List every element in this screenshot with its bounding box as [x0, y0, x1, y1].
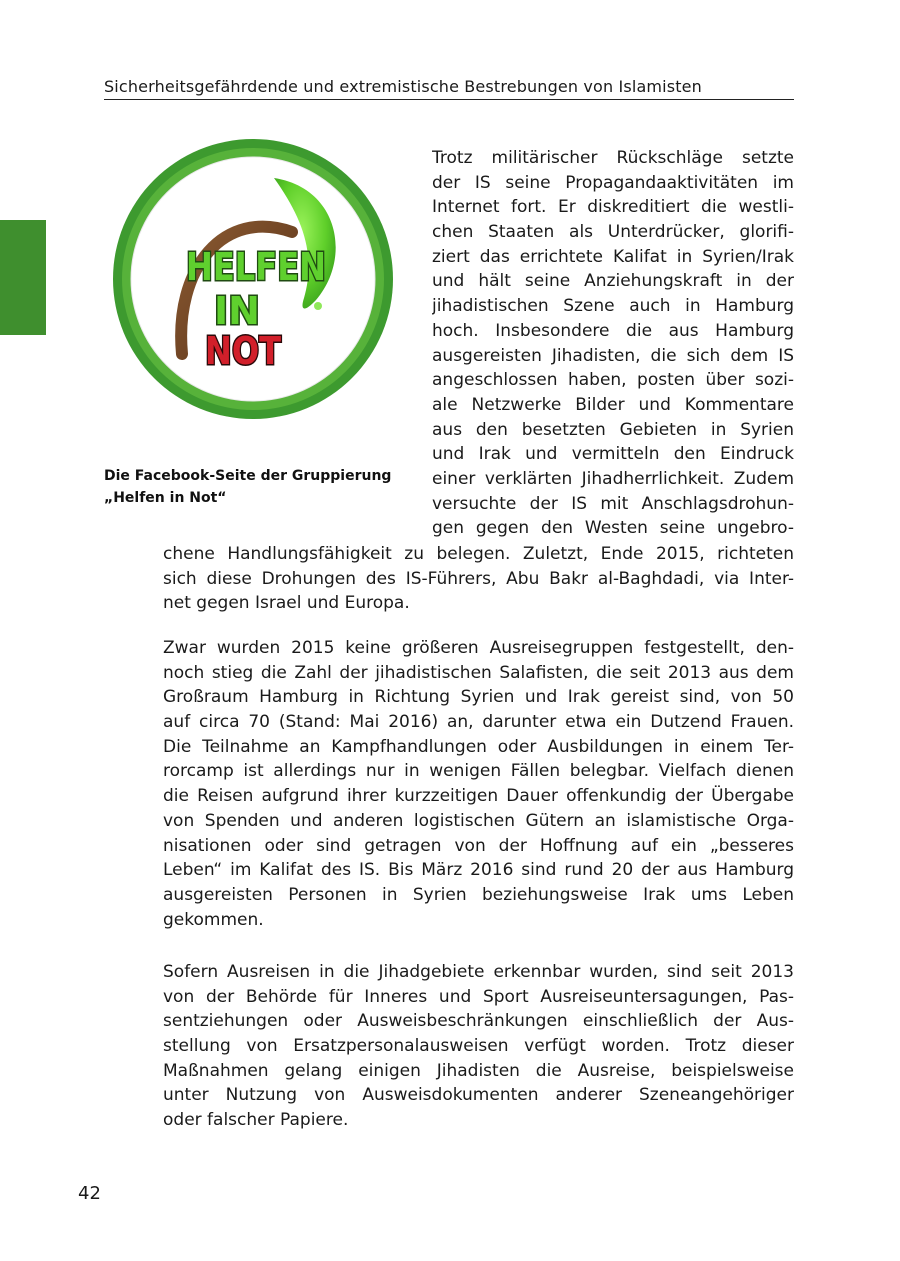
text-line: sich diese Drohungen des IS-Führers, Abu Bakr al-Baghdadi, via Inter- [163, 568, 794, 589]
text-line: angeschlossen haben, posten über sozi- [432, 370, 794, 391]
text-line: auf circa 70 (Stand: Mai 2016) an, darunter etwa ein Dutzend Frauen. [163, 712, 794, 733]
page-number: 42 [78, 1183, 101, 1204]
running-header: Sicherheitsgefährdende und extremistische Bestrebungen von Islamisten [104, 77, 702, 96]
chapter-tab-marker [0, 220, 46, 335]
text-line: net gegen Israel und Europa. [163, 593, 410, 614]
helfen-in-not-logo [104, 128, 402, 430]
caption-line: Die Facebook-Seite der Gruppierung [104, 468, 392, 484]
logo-word-not: NOT [205, 329, 282, 373]
logo-word-helfen: HELFEN [186, 245, 326, 289]
text-line: chene Handlungsfähigkeit zu belegen. Zuletzt, Ende 2015, richteten [163, 544, 794, 564]
text-line: einer verklärten Jihadherrlichkeit. Zudem [432, 468, 794, 489]
text-line: oder falscher Papiere. [163, 1110, 349, 1131]
text-line: versuchte der IS mit Anschlagsdrohun- [432, 493, 794, 514]
text-line: Großraum Hamburg in Richtung Syrien und Irak gereist sind, von 50 [163, 687, 794, 708]
text-line: ausgereisten Personen in Syrien beziehungsweise Irak ums Leben [163, 884, 794, 905]
caption-line: „Helfen in Not“ [104, 490, 227, 506]
intro-paragraph [432, 146, 794, 541]
text-line: ale Netzwerke Bilder und Kommentare [432, 394, 794, 415]
text-line: Die Teilnahme an Kampfhandlungen oder Ausbildungen in einem Ter- [163, 736, 794, 757]
text-line: sentziehungen oder Ausweisbeschränkungen einschließlich der Aus- [163, 1011, 794, 1032]
text-line: nisationen oder sind getragen von der Hoffnung auf ein „besseres [163, 835, 794, 856]
text-line: hoch. Insbesondere die aus Hamburg [432, 320, 794, 341]
text-line: Zwar wurden 2015 keine größeren Ausreisegruppen festgestellt, den- [163, 638, 794, 658]
text-line: Internet fort. Er diskreditiert die westli- [432, 197, 794, 218]
text-line: Trotz militärischer Rückschläge setzte [432, 148, 794, 168]
logo-dew-drop [314, 302, 322, 310]
logo-word-in: IN [214, 289, 260, 333]
text-line: der IS seine Propagandaaktivitäten im [432, 172, 794, 193]
text-line: noch stieg die Zahl der jihadistischen Salafisten, die seit 2013 aus dem [163, 662, 794, 683]
text-line: ziert das errichtete Kalifat in Syrien/Irak [432, 246, 794, 267]
text-line: Leben“ im Kalifat des IS. Bis März 2016 sind rund 20 der aus Hamburg [163, 860, 794, 881]
text-line: Sofern Ausreisen in die Jihadgebiete erkennbar wurden, sind seit 2013 [163, 962, 794, 982]
figure-caption [104, 465, 404, 509]
text-line: und Irak und vermitteln den Eindruck [432, 444, 794, 465]
paragraph-massnahmen [163, 960, 794, 1133]
text-line: aus den besetzten Gebieten in Syrien [432, 419, 794, 440]
text-line: von Spenden und anderen logistischen Gütern an islamistische Orga- [163, 810, 794, 831]
text-line: und hält seine Anziehungskraft in der [432, 271, 794, 292]
text-line: stellung von Ersatzpersonalausweisen verfügt worden. Trotz dieser [163, 1036, 794, 1057]
text-line: gen gegen den Westen seine ungebro- [432, 518, 794, 539]
text-line: rorcamp ist allerdings nur in wenigen Fällen belegbar. Vielfach dienen [163, 761, 794, 782]
text-line: chen Staaten als Unterdrücker, glorifi- [432, 222, 794, 243]
text-line: die Reisen aufgrund ihrer kurzzeitigen Dauer offenkundig der Übergabe [163, 786, 794, 807]
text-line: Maßnahmen gelang einigen Jihadisten die Ausreise, beispielsweise [163, 1060, 794, 1081]
logo-graphic [104, 128, 402, 430]
header-rule [104, 99, 794, 100]
paragraph-ausreise-statistik [163, 636, 794, 932]
intro-paragraph-continuation [163, 542, 794, 616]
text-line: ausgereisten Jihadisten, die sich dem IS [432, 345, 794, 366]
text-line: gekommen. [163, 909, 264, 930]
text-line: von der Behörde für Inneres und Sport Ausreiseuntersagungen, Pas- [163, 986, 794, 1007]
text-line: jihadistischen Szene auch in Hamburg [432, 296, 794, 317]
text-line: unter Nutzung von Ausweisdokumenten anderer Szeneangehöriger [163, 1085, 794, 1106]
